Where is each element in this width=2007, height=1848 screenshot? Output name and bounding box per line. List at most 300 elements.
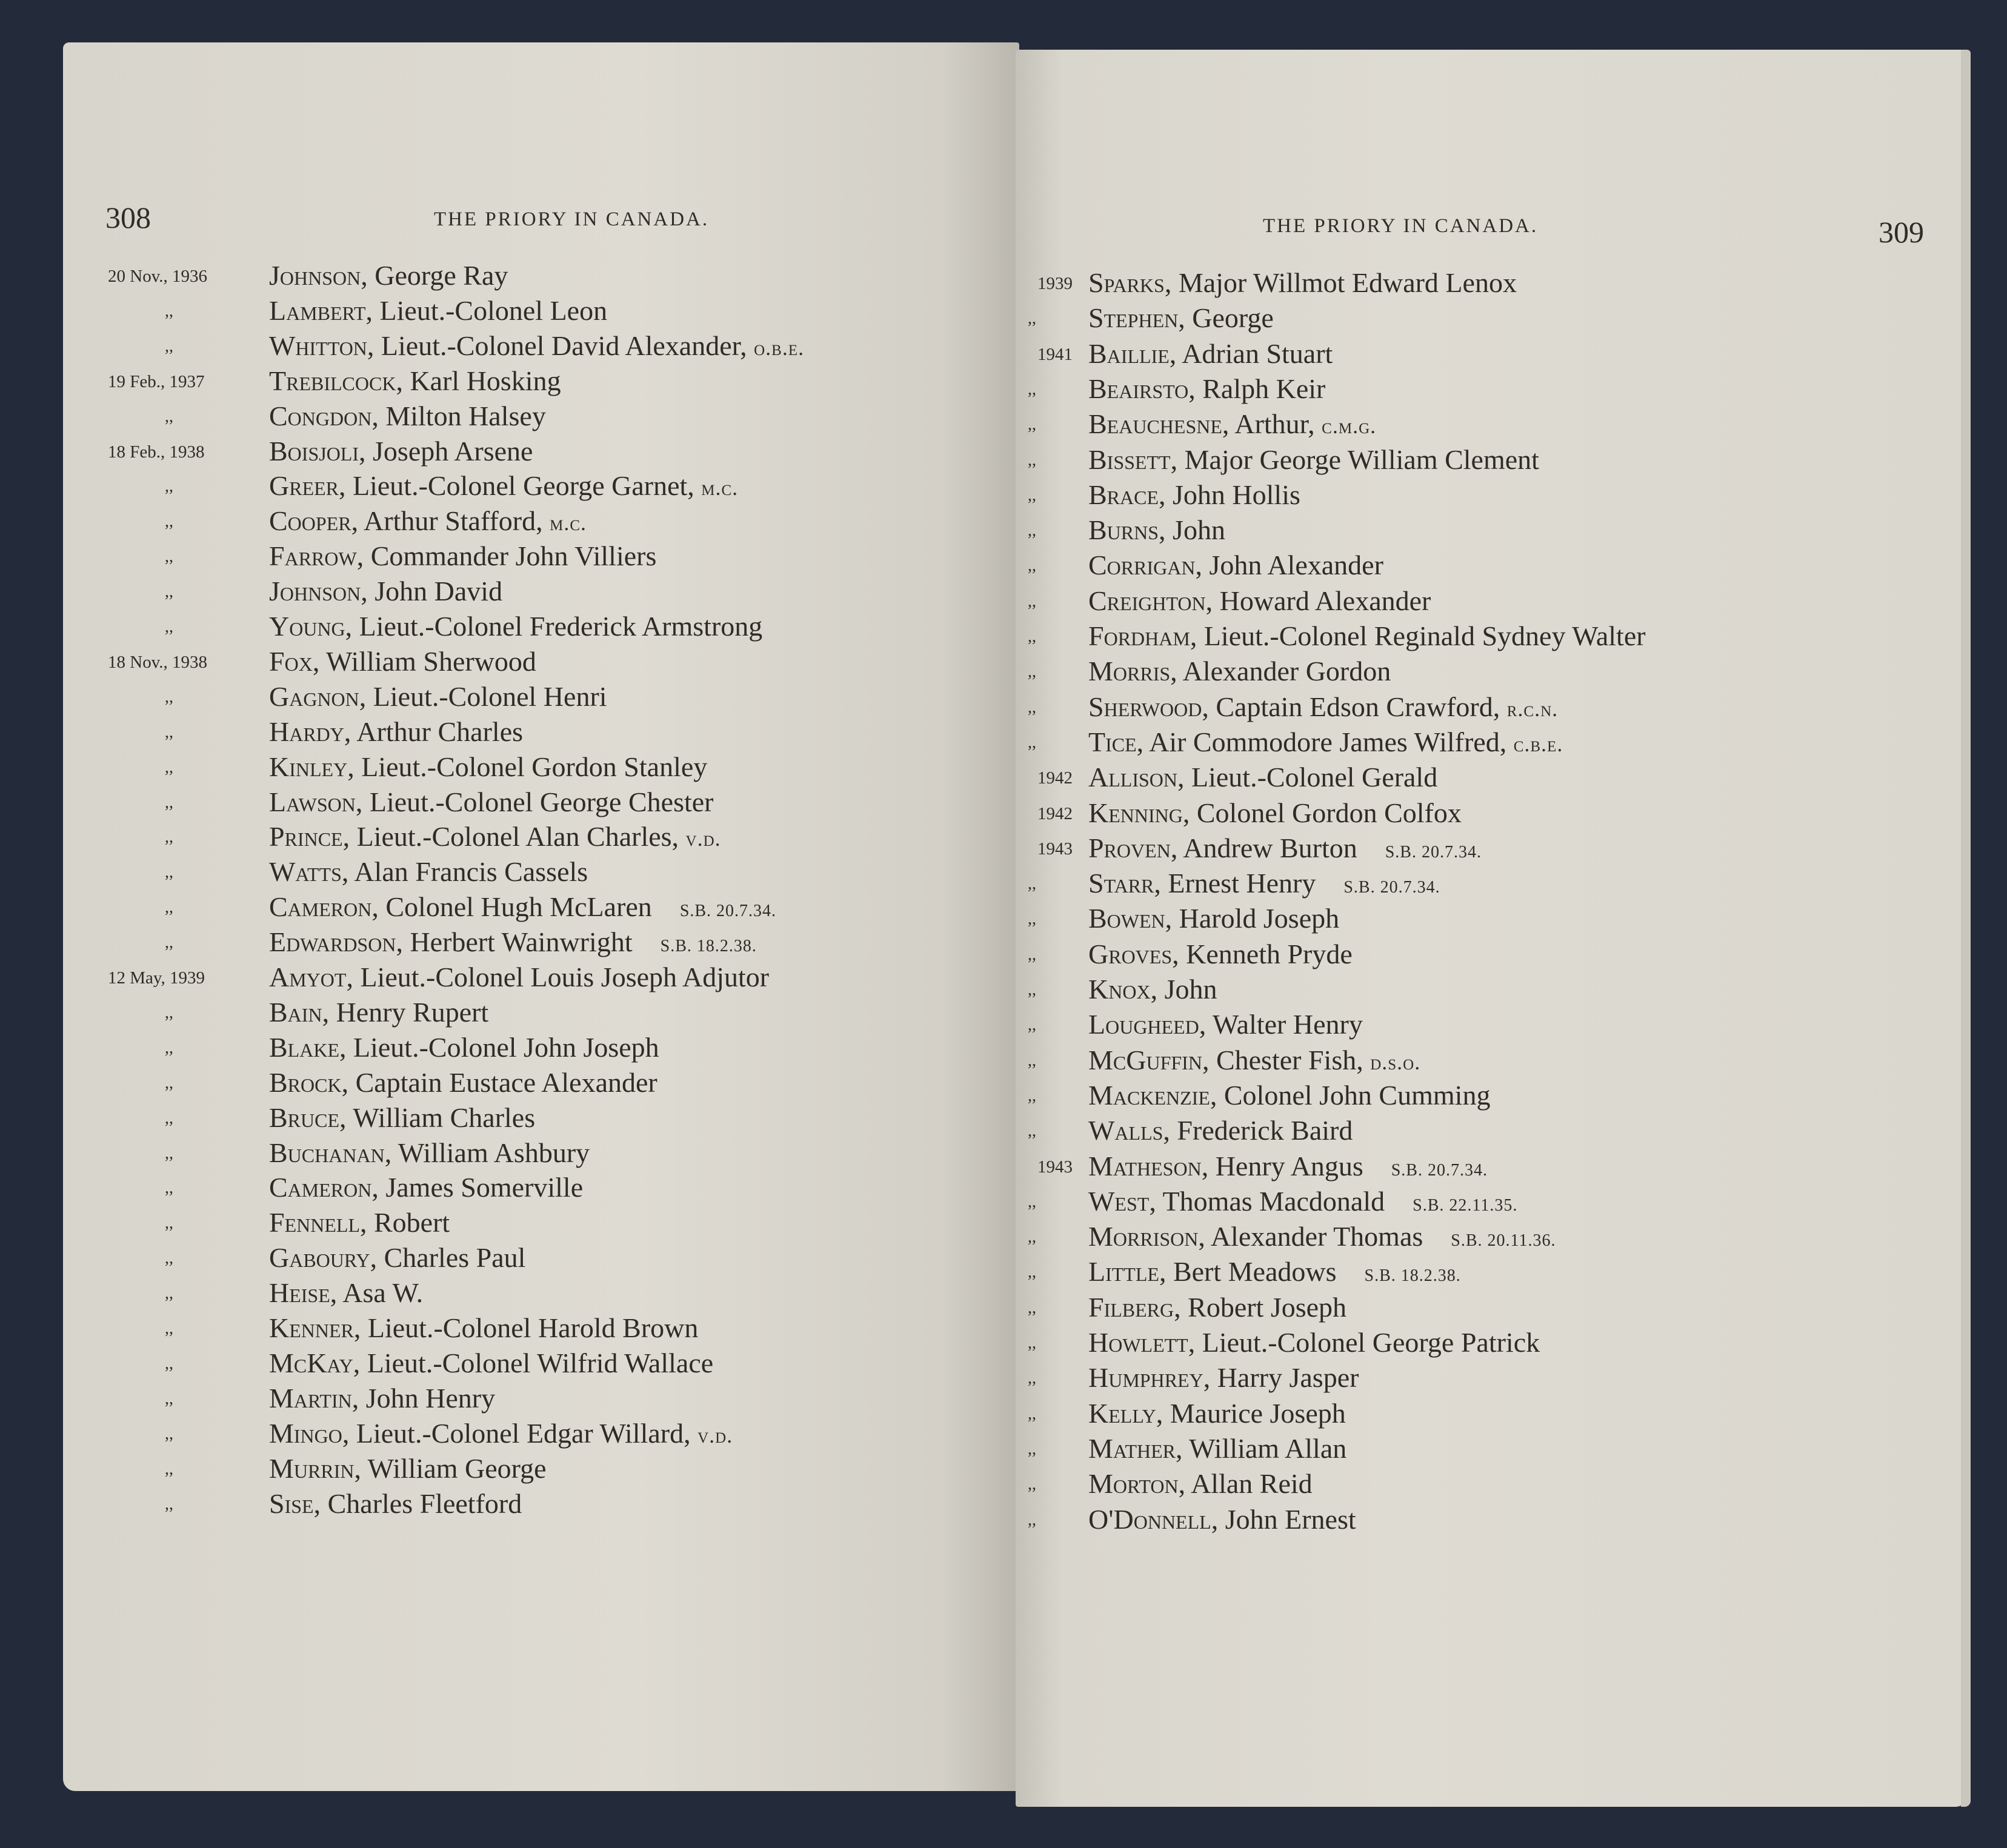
entry-name <box>269 1452 547 1484</box>
entry-name <box>269 505 587 537</box>
entry-name <box>1088 267 1517 299</box>
entry-given-names: , Chester Fish, <box>1202 1044 1371 1075</box>
entry-date: ,, <box>1028 697 1036 717</box>
entry-name <box>269 1241 525 1274</box>
entry-surname: Sparks <box>1088 267 1165 298</box>
entry-given-names: , Lieut.-Colonel Reginald Sydney Walter <box>1190 620 1646 651</box>
entry-date: 1942 <box>1037 768 1073 788</box>
entry-date: ,, <box>165 722 173 742</box>
entry-name <box>1088 1150 1488 1182</box>
entry-date: ,, <box>165 828 173 847</box>
entry-name <box>1088 938 1353 970</box>
entry-date: ,, <box>165 512 173 531</box>
entry-given-names: , Frederick Baird <box>1163 1115 1353 1146</box>
entry-surname: Morton <box>1088 1468 1179 1500</box>
entry-given-names: , William Ashbury <box>384 1137 590 1168</box>
entry-name <box>1088 797 1462 829</box>
entry-given-names: , Lieut.-Colonel Louis Joseph Adjutor <box>346 962 770 992</box>
entry-surname: McGuffin <box>1088 1044 1202 1075</box>
entry-name <box>1088 549 1383 581</box>
entry-surname: Young <box>269 611 345 642</box>
entry-date: ,, <box>1028 1475 1036 1494</box>
entry-surname: Tice <box>1088 726 1137 757</box>
entry-note: S.B. 20.7.34. <box>1343 878 1440 897</box>
entry-date: ,, <box>1028 733 1036 752</box>
entry-name <box>269 820 721 853</box>
entry-date: ,, <box>165 1178 173 1198</box>
entry-name <box>269 1312 698 1344</box>
entry-surname: Morrison <box>1088 1221 1199 1252</box>
entry-date: ,, <box>1028 450 1036 470</box>
entry-date: 1939 <box>1037 274 1073 293</box>
entry-given-names: , Ralph Keir <box>1188 373 1326 404</box>
entry-date: 1943 <box>1037 839 1073 859</box>
entry-date: ,, <box>1028 1192 1036 1211</box>
entry-given-names: , Lieut.-Colonel Henri <box>359 680 607 712</box>
entry-name <box>269 680 607 713</box>
entry-surname: Walls <box>1088 1115 1163 1146</box>
entry-name <box>269 330 804 362</box>
entry-given-names: , Lieut.-Colonel Harold Brown <box>353 1312 699 1343</box>
entry-date: ,, <box>165 336 173 356</box>
entry-given-names: , Arthur Stafford, <box>351 505 550 537</box>
entry-date: 1943 <box>1037 1157 1073 1177</box>
entry-date: ,, <box>165 477 173 496</box>
entry-given-names: , John Henry <box>351 1382 496 1414</box>
entry-surname: Buchanan <box>269 1137 385 1168</box>
entry-given-names: , Maurice Joseph <box>1156 1397 1346 1429</box>
entry-date: ,, <box>165 1494 173 1514</box>
entry-name <box>1088 973 1217 1005</box>
entry-name <box>1088 444 1539 476</box>
entry-surname: Gaboury <box>269 1242 370 1274</box>
entry-given-names: , Alexander Thomas <box>1198 1221 1423 1252</box>
entry-surname: Trebilcock <box>269 365 396 396</box>
entry-surname: Kenning <box>1088 797 1183 828</box>
entry-surname: Morris <box>1088 656 1171 687</box>
entry-surname: Blake <box>269 1031 339 1063</box>
entry-surname: Beairsto <box>1088 373 1189 404</box>
entry-surname: Lawson <box>269 786 356 817</box>
entry-given-names: , John <box>1150 974 1217 1005</box>
entry-name <box>1088 1185 1517 1217</box>
entry-surname: Sherwood <box>1088 691 1202 722</box>
entry-date: ,, <box>1028 1086 1036 1105</box>
entry-name <box>1088 620 1646 652</box>
entry-date: ,, <box>1028 945 1036 964</box>
entry-date: ,, <box>1028 591 1036 611</box>
entry-given-names: , John Hollis <box>1159 479 1300 510</box>
entry-name <box>269 400 546 432</box>
entry-given-names: , Kenneth Pryde <box>1172 938 1353 969</box>
entry-given-names: , John Alexander <box>1195 550 1383 581</box>
entry-name <box>1088 302 1274 334</box>
entry-name <box>1088 1291 1346 1323</box>
left-page-number: 308 <box>105 201 151 234</box>
entry-given-names: , Colonel Hugh McLaren <box>371 891 652 923</box>
entry-given-names: , Commander John Villiers <box>356 540 657 572</box>
entry-given-names: , Thomas Macdonald <box>1149 1185 1385 1217</box>
entry-name <box>1088 1361 1359 1394</box>
entry-date: ,, <box>165 1108 173 1128</box>
entry-honours: m.c. <box>550 511 587 536</box>
entry-given-names: , Karl Hosking <box>396 365 561 396</box>
entry-given-names: , Andrew Burton <box>1170 832 1357 863</box>
entry-name <box>269 961 769 993</box>
entry-surname: Boisjoli <box>269 435 359 467</box>
entry-surname: Greer <box>269 470 339 502</box>
entry-surname: Stephen <box>1088 302 1179 334</box>
entry-date: ,, <box>165 547 173 567</box>
entry-name <box>269 294 607 327</box>
entry-given-names: , Air Commodore James Wilfred, <box>1136 726 1514 757</box>
entry-name <box>1088 832 1482 864</box>
entry-given-names: , William Sherwood <box>312 645 536 677</box>
entry-surname: Amyot <box>269 962 347 992</box>
entry-date: ,, <box>1028 1334 1036 1352</box>
entry-name <box>1088 1008 1363 1040</box>
entry-surname: Matheson <box>1088 1150 1202 1182</box>
entry-given-names: , Charles Paul <box>370 1242 526 1274</box>
entry-name <box>1088 761 1437 793</box>
entry-surname: Allison <box>1088 762 1177 793</box>
entry-surname: Humphrey <box>1088 1362 1203 1394</box>
entry-surname: Congdon <box>269 400 372 431</box>
entry-name <box>269 1347 713 1379</box>
entry-date: ,, <box>165 1319 173 1338</box>
entry-name <box>1088 1432 1346 1464</box>
entry-given-names: , Captain Eustace Alexander <box>341 1066 657 1098</box>
entry-given-names: , Howard Alexander <box>1205 585 1431 616</box>
entry-note: S.B. 20.11.36. <box>1451 1231 1556 1251</box>
entry-surname: Johnson <box>269 576 361 607</box>
entry-surname: Knox <box>1088 974 1151 1005</box>
entry-date: ,, <box>1028 1122 1036 1141</box>
entry-date: 18 Feb., 1938 <box>108 442 205 462</box>
entry-honours: r.c.n. <box>1506 696 1559 721</box>
entry-date: ,, <box>1028 1439 1036 1458</box>
entry-date: ,, <box>165 1249 173 1268</box>
entry-date: ,, <box>1028 1015 1036 1035</box>
entry-surname: Beauchesne <box>1088 408 1222 440</box>
entry-given-names: , Major Willmot Edward Lenox <box>1164 267 1517 298</box>
entry-given-names: , George Ray <box>361 260 508 291</box>
entry-given-names: , Henry Rupert <box>322 996 489 1028</box>
entry-date: ,, <box>165 863 173 882</box>
entry-given-names: , Lieut.-Colonel Gerald <box>1177 762 1438 793</box>
entry-note: S.B. 18.2.38. <box>660 937 757 956</box>
entry-name <box>269 891 776 923</box>
entry-date: ,, <box>1028 485 1036 505</box>
entry-name <box>269 1102 535 1134</box>
entry-given-names: , William Charles <box>339 1102 536 1133</box>
entry-given-names: , Arthur, <box>1222 408 1322 440</box>
entry-given-names: , Harold Joseph <box>1165 903 1340 934</box>
entry-date: ,, <box>1028 1263 1036 1282</box>
entry-date: ,, <box>165 301 173 321</box>
entry-given-names: , Milton Halsey <box>371 400 546 431</box>
entry-given-names: , Robert <box>360 1207 450 1238</box>
entry-surname: Bowen <box>1088 903 1165 934</box>
entry-surname: Cameron <box>269 891 372 923</box>
entry-surname: Starr <box>1088 868 1154 899</box>
entry-given-names: , Harry Jasper <box>1203 1362 1359 1394</box>
entry-date: 18 Nov., 1938 <box>108 652 208 672</box>
entry-given-names: , Lieut.-Colonel Gordon Stanley <box>347 751 708 782</box>
entry-surname: Lambert <box>269 294 366 326</box>
entry-note: S.B. 22.11.35. <box>1413 1195 1518 1215</box>
entry-name <box>1088 1397 1346 1429</box>
entry-name <box>1088 1503 1356 1535</box>
entry-name <box>1088 408 1376 440</box>
entry-honours: c.m.g. <box>1322 414 1377 439</box>
entry-given-names: , Alexander Gordon <box>1170 656 1391 687</box>
entry-given-names: , Lieut.-Colonel George Patrick <box>1188 1327 1540 1358</box>
entry-surname: Prince <box>269 821 343 853</box>
entry-honours: o.b.e. <box>754 335 805 360</box>
entry-surname: Mingo <box>269 1417 342 1449</box>
entry-name <box>269 1277 423 1309</box>
entry-date: ,, <box>165 407 173 426</box>
entry-name <box>1088 337 1333 370</box>
entry-date: ,, <box>1028 1298 1036 1317</box>
entry-surname: Edwardson <box>269 926 396 958</box>
entry-given-names: , John David <box>361 576 503 607</box>
entry-surname: Martin <box>269 1382 352 1414</box>
entry-given-names: , Major George William Clement <box>1170 444 1539 475</box>
entry-date: ,, <box>165 793 173 812</box>
entry-surname: Proven <box>1088 832 1171 863</box>
entry-date: ,, <box>1028 521 1036 540</box>
entry-surname: Groves <box>1088 938 1173 969</box>
entry-given-names: , Lieut.-Colonel Wilfrid Wallace <box>353 1347 714 1378</box>
entry-date: ,, <box>1028 1510 1036 1529</box>
entry-date: ,, <box>1028 874 1036 894</box>
entry-surname: Heise <box>269 1277 330 1309</box>
entry-surname: Gagnon <box>269 680 359 712</box>
entry-date: 12 May, 1939 <box>108 968 205 988</box>
entry-date: ,, <box>165 898 173 917</box>
entry-name <box>269 751 707 783</box>
entry-surname: Filberg <box>1088 1291 1174 1323</box>
entry-given-names: , Colonel Gordon Colfox <box>1182 797 1462 828</box>
entry-surname: Cameron <box>269 1172 372 1203</box>
entry-surname: Mackenzie <box>1088 1079 1210 1111</box>
entry-name <box>269 1137 590 1169</box>
entry-honours: c.b.e. <box>1513 731 1563 756</box>
entry-date: ,, <box>165 687 173 706</box>
entry-given-names: , Alan Francis Cassels <box>341 856 588 888</box>
entry-date: 20 Nov., 1936 <box>108 267 208 286</box>
entry-name <box>1088 479 1300 511</box>
entry-date: ,, <box>1028 909 1036 929</box>
entry-given-names: , Lieut.-Colonel Edgar Willard, <box>342 1417 698 1449</box>
entry-surname: Bissett <box>1088 444 1171 475</box>
entry-surname: Mather <box>1088 1432 1176 1464</box>
entry-date: ,, <box>165 1284 173 1303</box>
entry-surname: Watts <box>269 856 342 888</box>
entry-name <box>269 435 533 467</box>
entry-given-names: , Lieut.-Colonel George Garnet, <box>339 470 702 502</box>
entry-name <box>269 856 588 888</box>
entry-name <box>1088 1467 1313 1500</box>
entry-surname: West <box>1088 1185 1150 1217</box>
entry-surname: Kenner <box>269 1312 354 1343</box>
entry-date: ,, <box>165 757 173 777</box>
entry-surname: Sise <box>269 1487 314 1519</box>
entry-name <box>269 1171 583 1203</box>
entry-surname: Howlett <box>1088 1327 1188 1358</box>
entry-given-names: , Joseph Arsene <box>359 435 533 467</box>
entry-name <box>1088 1114 1353 1146</box>
entry-given-names: , Lieut.-Colonel John Joseph <box>339 1031 659 1063</box>
entry-given-names: , Charles Fleetford <box>313 1487 522 1519</box>
entry-name <box>269 926 757 958</box>
entry-date: ,, <box>165 1459 173 1478</box>
entry-name <box>1088 1079 1490 1111</box>
entry-given-names: , Robert Joseph <box>1174 1291 1347 1323</box>
entry-name <box>269 540 656 572</box>
entry-given-names: , Lieut.-Colonel Leon <box>365 294 608 326</box>
entry-name <box>269 610 762 642</box>
entry-name <box>269 1066 657 1098</box>
entry-date: ,, <box>165 1354 173 1373</box>
entry-note: S.B. 20.7.34. <box>1391 1160 1488 1180</box>
entry-note: S.B. 20.7.34. <box>1385 842 1482 862</box>
entry-surname: Whitton <box>269 330 367 361</box>
entry-surname: Johnson <box>269 260 361 291</box>
right-running-head: THE PRIORY IN CANADA. <box>1263 215 1539 237</box>
entry-name <box>1088 514 1225 546</box>
entry-name <box>1088 1255 1461 1288</box>
entry-given-names: , Lieut.-Colonel Alan Charles, <box>342 821 686 853</box>
entry-given-names: , Arthur Charles <box>344 716 524 747</box>
entry-name <box>269 1382 495 1414</box>
entry-name <box>1088 1220 1556 1252</box>
entry-given-names: , Herbert Wainwright <box>396 926 633 958</box>
entry-honours: v.d. <box>685 826 721 851</box>
entry-surname: Little <box>1088 1256 1159 1288</box>
entry-date: ,, <box>165 582 173 602</box>
entry-surname: Creighton <box>1088 585 1206 616</box>
entry-date: ,, <box>1028 415 1036 434</box>
entry-given-names: , Allan Reid <box>1178 1468 1313 1500</box>
entry-name <box>269 365 561 397</box>
entry-name <box>269 716 523 748</box>
entry-given-names: , Henry Angus <box>1201 1150 1363 1182</box>
entry-surname: Cooper <box>269 505 351 537</box>
entry-given-names: , Lieut.-Colonel George Chester <box>355 786 714 817</box>
entry-date: ,, <box>1028 1369 1036 1388</box>
entry-surname: Brace <box>1088 479 1159 510</box>
entry-surname: O'Donnell <box>1088 1503 1211 1535</box>
entry-surname: Farrow <box>269 540 357 572</box>
entry-surname: Fox <box>269 645 313 677</box>
entry-name <box>1088 726 1563 758</box>
entry-surname: Lougheed <box>1088 1009 1199 1040</box>
entry-given-names: , Colonel John Cumming <box>1210 1079 1491 1111</box>
entry-date: ,, <box>165 1038 173 1057</box>
entry-name <box>1088 373 1325 405</box>
entry-name <box>269 786 714 818</box>
entry-date: ,, <box>165 1003 173 1022</box>
entry-given-names: , Adrian Stuart <box>1169 337 1333 369</box>
entry-name <box>269 575 502 607</box>
entry-date: ,, <box>1028 980 1036 999</box>
entry-honours: d.s.o. <box>1370 1049 1421 1074</box>
entry-given-names: , Ernest Henry <box>1154 868 1316 899</box>
left-running-head: THE PRIORY IN CANADA. <box>434 208 710 230</box>
entry-date: 19 Feb., 1937 <box>108 371 205 391</box>
entry-date: ,, <box>165 1389 173 1408</box>
entry-date: 1941 <box>1037 344 1073 364</box>
entry-date: ,, <box>165 1424 173 1443</box>
entry-honours: m.c. <box>701 476 739 500</box>
entry-surname: Burns <box>1088 514 1159 546</box>
entry-name <box>1088 867 1440 899</box>
entry-surname: Brock <box>269 1066 342 1098</box>
entry-name <box>269 259 508 291</box>
page-edge <box>1961 50 1971 1807</box>
entry-surname: Fennell <box>269 1207 360 1238</box>
entry-surname: Kelly <box>1088 1397 1156 1429</box>
entry-name <box>1088 1326 1540 1358</box>
entry-given-names: , John <box>1159 514 1225 546</box>
entry-surname: Murrin <box>269 1452 354 1484</box>
entry-name <box>269 645 536 677</box>
entry-date: ,, <box>1028 556 1036 576</box>
entry-given-names: , George <box>1178 302 1274 334</box>
entry-date: ,, <box>1028 1228 1036 1247</box>
entry-given-names: , John Ernest <box>1211 1503 1356 1535</box>
entry-name <box>269 470 738 502</box>
entry-name <box>1088 691 1558 723</box>
entry-surname: Corrigan <box>1088 550 1196 581</box>
entry-honours: v.d. <box>697 1423 733 1447</box>
entry-date: ,, <box>1028 1051 1036 1070</box>
entry-date: ,, <box>1028 1404 1036 1423</box>
right-page-number: 309 <box>1879 215 1924 249</box>
entry-given-names: , Walter Henry <box>1199 1009 1363 1040</box>
entry-date: ,, <box>165 933 173 952</box>
entry-given-names: , Captain Edson Crawford, <box>1202 691 1507 722</box>
entry-name <box>269 1031 659 1063</box>
entry-given-names: , Asa W. <box>330 1277 424 1309</box>
entry-surname: Kinley <box>269 751 348 782</box>
entry-date: ,, <box>165 1073 173 1092</box>
entry-note: S.B. 18.2.38. <box>1364 1266 1461 1286</box>
entry-date: ,, <box>165 617 173 636</box>
entry-date: ,, <box>1028 309 1036 328</box>
entry-date: ,, <box>1028 379 1036 399</box>
entry-date: ,, <box>165 1143 173 1163</box>
entry-surname: Bain <box>269 996 322 1028</box>
entry-name <box>1088 1044 1420 1076</box>
entry-given-names: , William Allan <box>1176 1432 1347 1464</box>
entry-given-names: , James Somerville <box>371 1172 584 1203</box>
entry-name <box>269 1487 522 1520</box>
entry-given-names: , Lieut.-Colonel David Alexander, <box>367 330 754 361</box>
entry-date: 1942 <box>1037 803 1073 823</box>
entry-surname: Fordham <box>1088 620 1190 651</box>
entry-date: ,, <box>1028 627 1036 646</box>
entry-name <box>1088 655 1391 687</box>
entry-name <box>269 1206 450 1238</box>
entry-surname: Hardy <box>269 716 344 747</box>
entry-surname: McKay <box>269 1347 353 1378</box>
entry-given-names: , Bert Meadows <box>1159 1256 1337 1288</box>
entry-surname: Bruce <box>269 1102 340 1133</box>
